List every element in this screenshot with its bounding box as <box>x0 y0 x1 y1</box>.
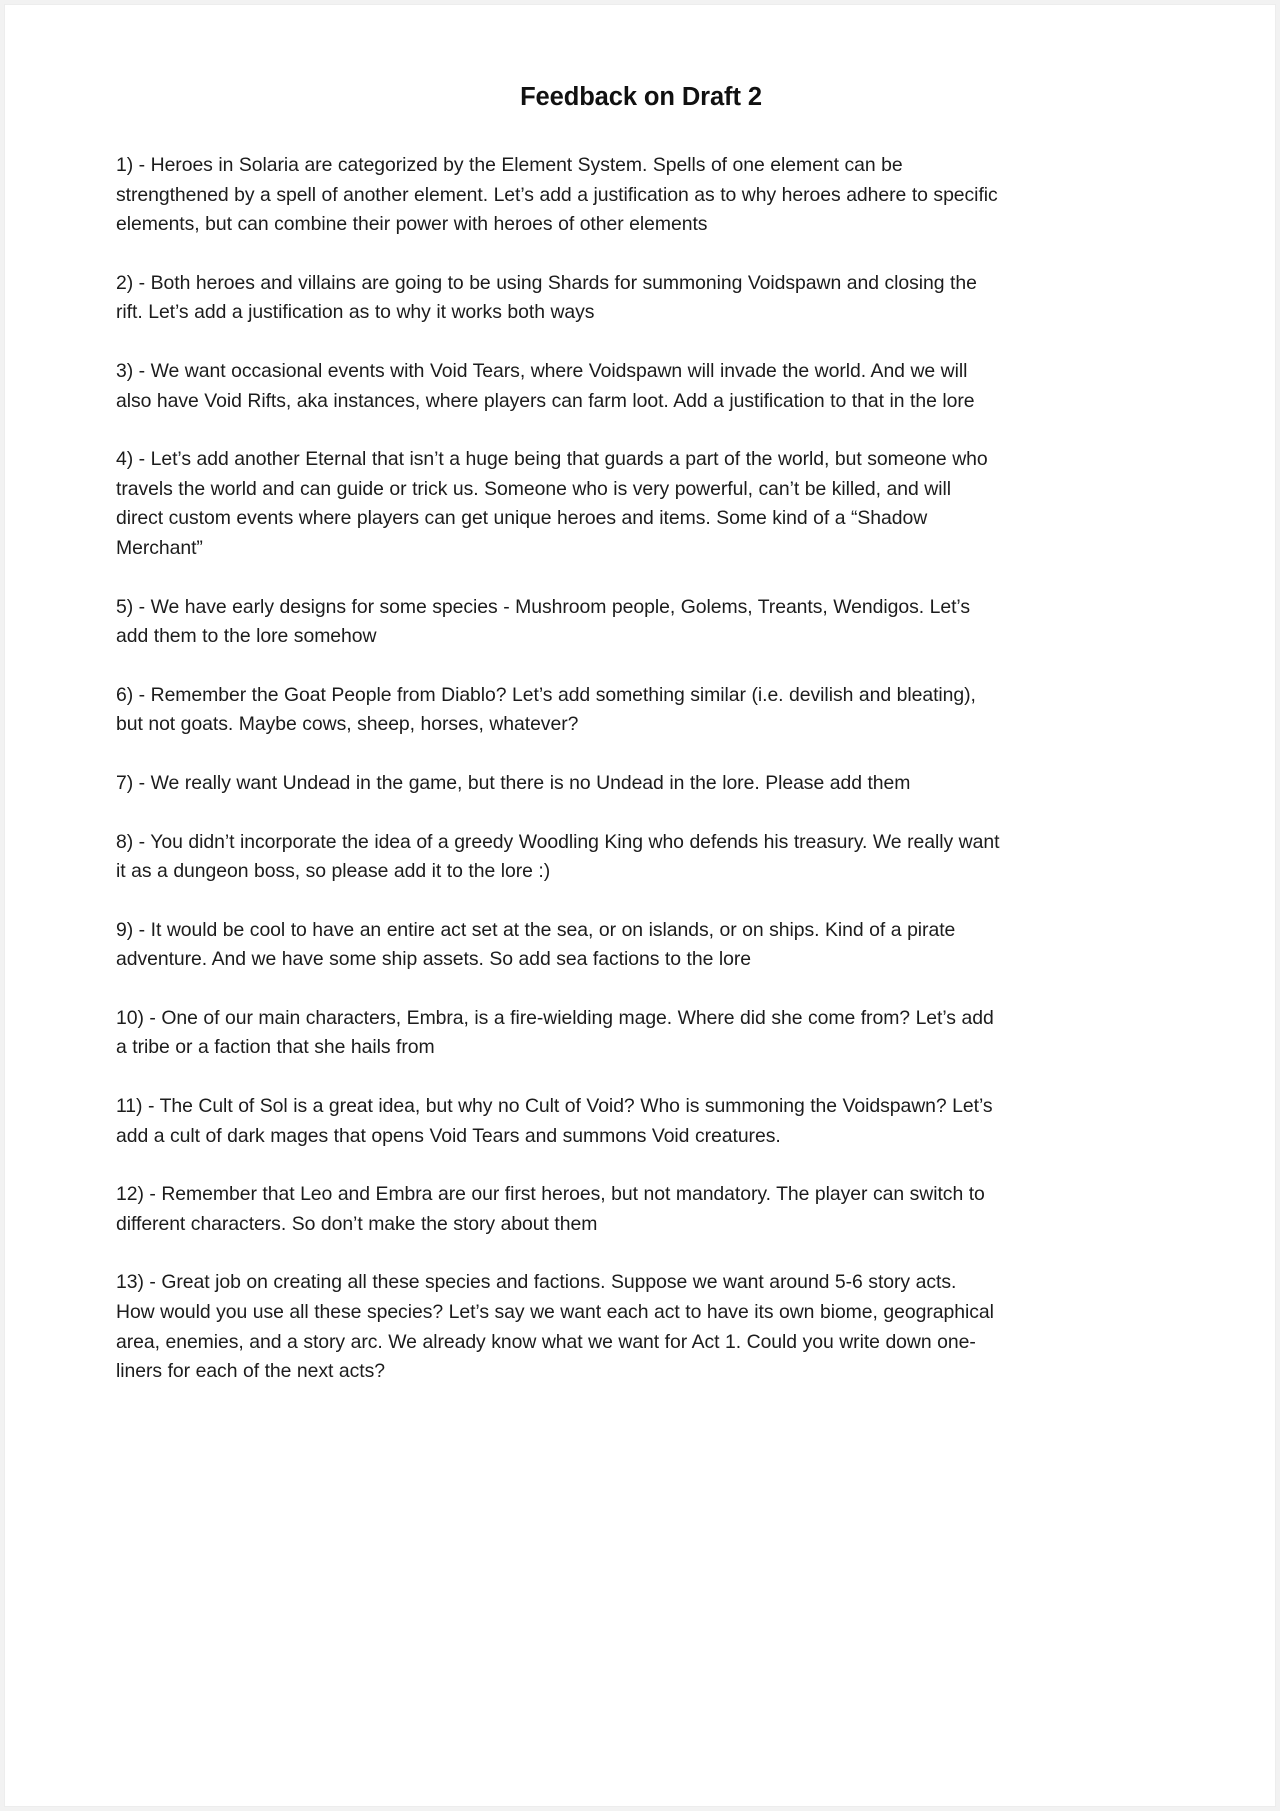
feedback-item: 1) - Heroes in Solaria are categorized by the Element System. Spells of one element can be strengthened by a spell of another element. Let’s add a justification as to why heroes adhere to specific elements, but can combine their power with heroes of other elements <box>116 154 998 236</box>
feedback-item: 12) - Remember that Leo and Embra are our first heroes, but not mandatory. The player can switch to different characters. So don’t make the story about them <box>116 1183 985 1235</box>
feedback-list <box>116 151 1000 1387</box>
feedback-item: 13) - Great job on creating all these species and factions. Suppose we want around 5-6 story acts. How would you use all these species? Let’s say we want each act to have its own biome, geographical area, enemies, and a story arc. We already know what we want for Act 1. Could you write down one-liners for each of the next acts? <box>116 1271 994 1383</box>
feedback-item: 9) - It would be cool to have an entire act set at the sea, or on islands, or on ships. Kind of a pirate adventure. And we have some ship assets. So add sea factions to the lore <box>116 918 956 971</box>
feedback-item: 11) - The Cult of Sol is a great idea, but why no Cult of Void? Who is summoning the Voidspawn? Let’s add a cult of dark mages that opens Void Tears and summons Void creatures. <box>116 1095 993 1147</box>
feedback-item: 8) - You didn’t incorporate the idea of a greedy Woodling King who defends his treasury. We really want it as a dungeon boss, so please add it to the lore :) <box>116 830 1000 883</box>
feedback-item: 7) - We really want Undead in the game, but there is no Undead in the lore. Please add them <box>116 771 911 794</box>
feedback-item: 4) - Let’s add another Eternal that isn’t a huge being that guards a part of the world, but someone who travels the world and can guide or trick us. Someone who is very powerful, can’t be killed, and will direct custom events where players can get unique heroes and items. Some kind of a “Shadow Merchant” <box>116 448 988 559</box>
page-title: Feedback on Draft 2 <box>520 83 762 111</box>
feedback-item: 5) - We have early designs for some species - Mushroom people, Golems, Treants, Wendigos. Let’s add them to the lore somehow <box>116 595 970 648</box>
feedback-item: 6) - Remember the Goat People from Diablo? Let’s add something similar (i.e. devilish and bleating), but not goats. Maybe cows, sheep, horses, whatever? <box>116 683 976 736</box>
feedback-item: 10) - One of our main characters, Embra, is a fire-wielding mage. Where did she come from? Let’s add a tribe or a faction that she hails from <box>116 1006 994 1059</box>
feedback-item: 2) - Both heroes and villains are going to be using Shards for summoning Voidspawn and closing the rift. Let’s add a justification as to why it works both ways <box>116 271 977 324</box>
feedback-item: 3) - We want occasional events with Void Tears, where Voidspawn will invade the world. And we will also have Void Rifts, aka instances, where players can farm loot. Add a justification to that in the lore <box>116 359 975 412</box>
document-page <box>4 4 1276 1807</box>
